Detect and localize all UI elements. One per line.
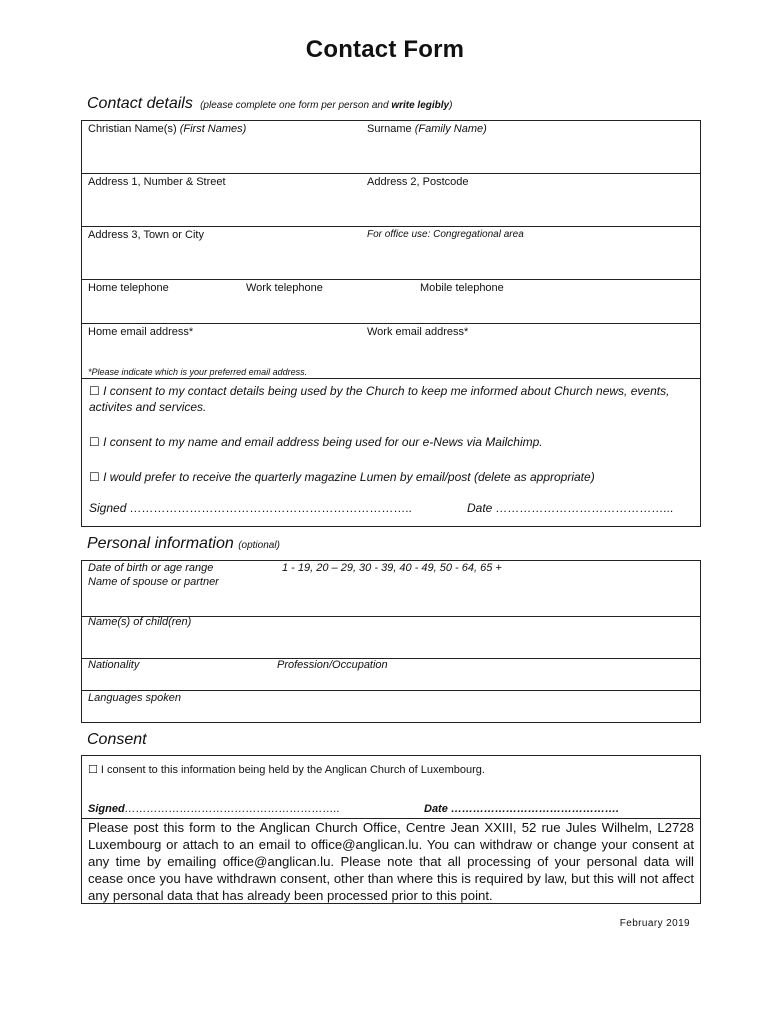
contact-details-box [81, 120, 701, 379]
divider [82, 690, 700, 691]
work-email-label: Work email address* [367, 326, 469, 338]
consent-date-line[interactable]: Date ………………………………………. [424, 803, 619, 815]
consent-statement[interactable]: ☐ I consent to this information being held by the Anglican Church of Luxembourg. [88, 764, 485, 776]
consent-church-news-cont: activites and services. [89, 400, 207, 414]
home-telephone-label: Home telephone [88, 282, 169, 294]
consent-signature-line[interactable]: Signed………………………………………………….. [88, 803, 340, 815]
consent-church-news[interactable]: ☐ I consent to my contact details being used by the Church to keep me informed about Church news, events, [89, 384, 670, 398]
christian-name-label: Christian Name(s) (First Names) [88, 123, 247, 135]
divider [82, 226, 700, 227]
page-title: Contact Form [305, 36, 465, 63]
spouse-label: Name of spouse or partner [88, 576, 219, 588]
contact-details-note: (please complete one form per person and write legibly) [200, 100, 453, 111]
email-preference-note: *Please indicate which is your preferred email address. [88, 367, 308, 377]
divider [82, 323, 700, 324]
nationality-label: Nationality [88, 659, 140, 671]
consent-enews[interactable]: ☐ I consent to my name and email address being used for our e-News via Mailchimp. [89, 435, 543, 449]
contact-consent-box [81, 378, 701, 527]
consent-heading: Consent [87, 731, 147, 748]
office-use-label: For office use: Congregational area [367, 229, 524, 240]
date-line[interactable]: Date ……………………………………... [467, 501, 674, 515]
work-telephone-label: Work telephone [246, 282, 323, 294]
home-email-label: Home email address* [88, 326, 194, 338]
postal-instructions: Please post this form to the Anglican Church Office, Centre Jean XXIII, 52 rue Jules Wilhelm, L2728 Luxembourg or attach to an email to office@anglican.lu. You can withdraw or change your consent at any time by emailing office@anglican.lu. Please note that all processing of your personal data will cease once you have withdrawn consent, other than where this is required by law, but this will not affect any personal data that has already been processed prior to this point. [88, 820, 694, 903]
contact-details-heading [87, 95, 452, 113]
profession-label: Profession/Occupation [277, 659, 388, 671]
address2-label: Address 2, Postcode [367, 176, 469, 188]
divider [82, 658, 700, 659]
signature-line[interactable]: Signed …………………………………………………………….. [89, 501, 413, 515]
footer-date: February 2019 [619, 918, 690, 929]
languages-label: Languages spoken [88, 692, 181, 704]
children-label: Name(s) of child(ren) [88, 616, 192, 628]
address3-label: Address 3, Town or City [88, 229, 204, 241]
divider [82, 279, 700, 280]
personal-info-heading [87, 535, 280, 553]
dob-label: Date of birth or age range [88, 562, 214, 574]
mobile-telephone-label: Mobile telephone [420, 282, 504, 294]
surname-label: Surname (Family Name) [367, 123, 487, 135]
divider [82, 173, 700, 174]
contact-details-title: Contact details [87, 95, 193, 112]
consent-lumen[interactable]: ☐ I would prefer to receive the quarterly magazine Lumen by email/post (delete as appropriate) [89, 470, 595, 484]
age-range-options[interactable]: 1 - 19, 20 – 29, 30 - 39, 40 - 49, 50 - 64, 65 + [282, 562, 502, 574]
personal-info-note: (optional) [238, 540, 280, 551]
consent-box [81, 755, 701, 904]
personal-info-box [81, 560, 701, 723]
address1-label: Address 1, Number & Street [88, 176, 226, 188]
personal-info-title: Personal information [87, 535, 234, 552]
